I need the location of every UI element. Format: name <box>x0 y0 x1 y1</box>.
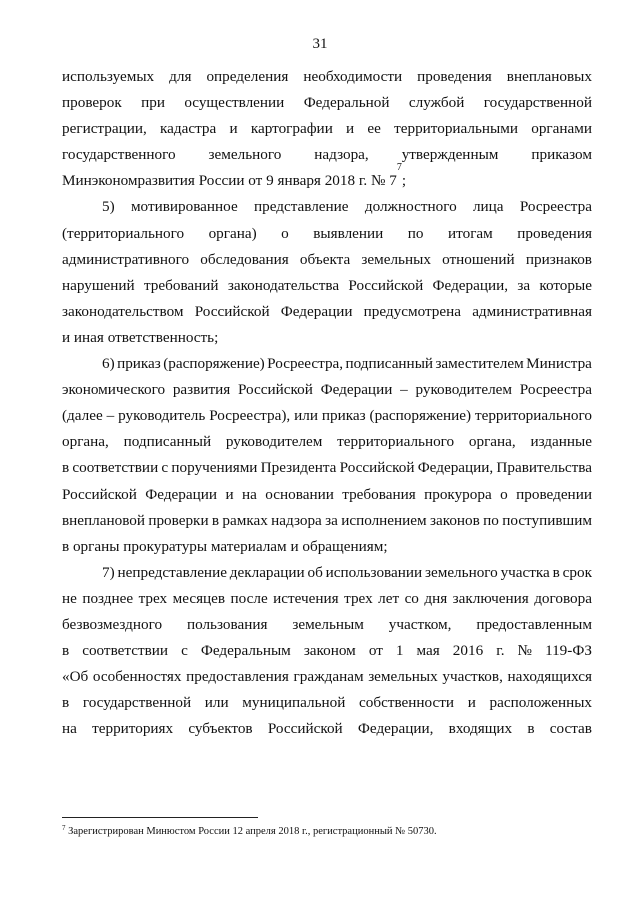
word: и <box>225 485 234 503</box>
word: с <box>161 459 169 477</box>
word: субъектов <box>188 720 253 738</box>
word: осуществлении <box>184 94 285 112</box>
line-text: в органы прокуратуры материалам и обращениям; <box>62 537 388 555</box>
word: мая <box>416 642 440 660</box>
word: проведении <box>516 485 592 503</box>
word: по <box>407 224 424 242</box>
word: поступившим <box>502 511 592 529</box>
text-line <box>62 455 592 481</box>
word: территориального <box>474 407 592 425</box>
word: земельным <box>292 615 364 633</box>
word: представление <box>253 198 349 216</box>
word: Российской <box>348 276 424 294</box>
word: на <box>242 485 257 503</box>
text-line <box>62 64 592 90</box>
word: Росреестра <box>519 198 592 216</box>
word: 5) <box>102 198 115 216</box>
word: 7) <box>102 563 115 581</box>
word: руководителем <box>225 433 323 451</box>
word: проверки <box>148 511 209 529</box>
word: – <box>400 381 408 399</box>
word: лет <box>378 589 400 607</box>
word: приказ <box>117 355 161 373</box>
word: регистрации, <box>62 120 147 138</box>
word: рамках <box>222 511 268 529</box>
text-line <box>62 325 592 351</box>
word: со <box>404 589 419 607</box>
word: участком, <box>388 615 452 633</box>
word: не <box>62 589 77 607</box>
word: поручениями <box>171 459 258 477</box>
word: особенностях <box>92 668 182 686</box>
word: отношений <box>442 250 515 268</box>
word: обследования <box>200 250 289 268</box>
text-line <box>62 429 592 455</box>
word: законов <box>429 511 480 529</box>
word: картографии <box>250 120 333 138</box>
word: находящихся <box>507 668 592 686</box>
word: государственной <box>483 94 592 112</box>
word: в <box>211 511 220 529</box>
word: проведения <box>417 68 492 85</box>
word: позднее <box>82 589 134 607</box>
word: надзора, <box>314 146 369 164</box>
word: заключения <box>452 589 529 607</box>
word: административного <box>62 250 190 268</box>
word: срок <box>562 563 592 581</box>
word: состав <box>549 720 592 738</box>
word: и <box>229 120 238 138</box>
word: органа, <box>62 433 109 451</box>
word: расположенных <box>489 694 592 712</box>
text-line <box>62 273 592 299</box>
word: (распоряжение) <box>369 407 472 425</box>
word: подписанный <box>123 433 212 451</box>
word: Российской <box>267 720 343 738</box>
word: с <box>181 642 188 660</box>
word: административная <box>472 302 592 320</box>
word: мотивированное <box>130 198 238 216</box>
word: в <box>552 563 560 581</box>
word: Росреестра), <box>209 407 291 425</box>
footnote-mark: 7 <box>62 824 66 832</box>
word: выявлении <box>313 224 384 242</box>
word: заместителем <box>435 355 524 373</box>
text-line <box>62 612 592 638</box>
text-line <box>62 508 592 534</box>
document-body <box>62 64 592 742</box>
word: Президента <box>260 459 337 477</box>
word: законодательством <box>62 302 184 320</box>
word: и <box>346 120 355 138</box>
word: предоставленным <box>476 615 592 633</box>
word: от <box>368 642 383 660</box>
word: итогам <box>448 224 493 242</box>
word: в <box>62 642 70 660</box>
word: 2016 <box>452 642 484 660</box>
word: органа) <box>208 224 257 242</box>
word: проведения <box>517 224 592 242</box>
word: «Об <box>62 668 89 686</box>
word: Федерации <box>320 381 393 399</box>
word: Федерации <box>280 302 353 320</box>
word: Российской <box>62 485 137 503</box>
word: Российской <box>194 302 270 320</box>
word: внеплановой <box>62 511 145 529</box>
word: изданные <box>530 433 592 451</box>
word: соответствии <box>82 642 169 660</box>
word: Федерации, <box>417 459 494 477</box>
word: (далее <box>62 407 103 425</box>
word: на <box>62 720 77 738</box>
word: прокурора <box>424 485 492 503</box>
word: органами <box>531 120 592 138</box>
word: приказ <box>321 407 366 425</box>
text-line <box>62 664 592 690</box>
word: месяцев <box>172 589 226 607</box>
word: Правительства <box>496 459 592 477</box>
word: Министра <box>526 355 592 373</box>
word: должностного <box>364 198 457 216</box>
word: в <box>62 694 70 712</box>
word: в <box>62 459 70 477</box>
text-line <box>62 116 592 142</box>
footnote-separator <box>62 817 258 818</box>
word: 1 <box>395 642 404 660</box>
word: территориальными <box>394 120 519 138</box>
word: земельного <box>424 563 498 581</box>
word: используемых <box>62 68 155 85</box>
text-line <box>62 194 592 220</box>
word: декларации <box>229 563 305 581</box>
word: непредставление <box>117 563 227 581</box>
word: договора <box>534 589 592 607</box>
word: или <box>204 694 229 712</box>
text-line <box>62 638 592 664</box>
word: требований <box>143 276 219 294</box>
word: участка <box>500 563 550 581</box>
word: истечения <box>273 589 339 607</box>
word: (распоряжение) <box>163 355 265 373</box>
word: проверок <box>62 94 122 112</box>
word: и <box>467 694 476 712</box>
word: государственного <box>62 146 176 164</box>
text-line <box>62 690 592 716</box>
word: пользования <box>186 615 268 633</box>
word: земельного <box>208 146 282 164</box>
word: признаков <box>525 250 592 268</box>
word: основании <box>265 485 334 503</box>
word: приказом <box>531 146 592 164</box>
word: которые <box>539 276 592 294</box>
word: предусмотрена <box>363 302 462 320</box>
line-text: и иная ответственность; <box>62 328 219 346</box>
word: территориального <box>337 433 455 451</box>
word: о <box>281 224 289 242</box>
word: использовании <box>325 563 423 581</box>
word: внеплановых <box>506 68 592 85</box>
word: Российской <box>339 459 415 477</box>
word: по <box>483 511 499 529</box>
word: входящих <box>448 720 513 738</box>
footnote-reference: 7 <box>396 162 402 174</box>
word: территориях <box>92 720 174 738</box>
word: о <box>500 485 508 503</box>
word: после <box>230 589 268 607</box>
word: руководитель <box>118 407 206 425</box>
line-punctuation: ; <box>401 172 407 190</box>
text-line <box>62 716 592 742</box>
word: законом <box>303 642 356 660</box>
text-line <box>62 534 592 560</box>
word: Росреестра <box>519 381 592 399</box>
footnote-text: Зарегистрирован Минюстом России 12 апреля 2018 г., регистрационный № 50730. <box>68 826 437 837</box>
word: за <box>325 511 338 529</box>
word: необходимости <box>303 68 403 85</box>
word: земельных <box>361 250 431 268</box>
word: в <box>527 720 535 738</box>
word: (территориального <box>62 224 185 242</box>
word: Российской <box>237 381 313 399</box>
word: Федерации, <box>357 720 434 738</box>
word: предоставления <box>186 668 289 686</box>
word: г. <box>496 642 505 660</box>
word: Федерации <box>145 485 218 503</box>
word: лица <box>472 198 504 216</box>
word: за <box>517 276 531 294</box>
word: исполнением <box>341 511 427 529</box>
word: № <box>517 642 533 660</box>
word: дня <box>424 589 448 607</box>
word: кадастра <box>160 120 217 138</box>
word: подписанный <box>345 355 434 373</box>
word: органа, <box>468 433 516 451</box>
word: при <box>141 94 165 112</box>
word: безвозмездного <box>62 615 163 633</box>
word: развития <box>172 381 231 399</box>
word: экономического <box>62 381 166 399</box>
word: для <box>169 68 192 85</box>
text-line <box>62 90 592 116</box>
word: Федеральным <box>200 642 291 660</box>
text-line <box>62 142 592 168</box>
word: соответствии <box>72 459 159 477</box>
word: объекта <box>299 250 351 268</box>
word: земельных <box>368 668 438 686</box>
text-line <box>62 560 592 586</box>
word: надзора <box>271 511 322 529</box>
text-line <box>62 403 592 429</box>
word: законодательства <box>227 276 340 294</box>
word: гражданам <box>293 668 364 686</box>
word: трех <box>344 589 373 607</box>
text-line <box>62 247 592 273</box>
text-line <box>62 351 592 377</box>
word: – <box>106 407 115 425</box>
text-line <box>62 162 592 194</box>
footnote <box>62 826 437 837</box>
word: 119-ФЗ <box>545 642 592 660</box>
word: Росреестра, <box>267 355 344 373</box>
text-line <box>62 586 592 612</box>
word: трех <box>138 589 168 607</box>
text-line <box>62 299 592 325</box>
word: утвержденным <box>401 146 499 164</box>
word: Федеральной <box>303 94 390 112</box>
word: ее <box>367 120 381 138</box>
text-line <box>62 221 592 247</box>
word: Федерации, <box>432 276 509 294</box>
word: определения <box>206 68 289 85</box>
word: муниципальной <box>242 694 346 712</box>
word: собственности <box>359 694 455 712</box>
word: службой <box>408 94 465 112</box>
page-number: 31 <box>312 36 328 52</box>
word: об <box>307 563 323 581</box>
line-text: Минэкономразвития России от 9 января 2018 г. № 7 <box>62 172 397 190</box>
text-line <box>62 482 592 508</box>
word: участков, <box>442 668 503 686</box>
word: требования <box>342 485 416 503</box>
word: или <box>294 407 318 425</box>
text-line <box>62 377 592 403</box>
word: 6) <box>102 355 115 373</box>
word: нарушений <box>62 276 135 294</box>
word: руководителем <box>415 381 513 399</box>
word: государственной <box>82 694 192 712</box>
